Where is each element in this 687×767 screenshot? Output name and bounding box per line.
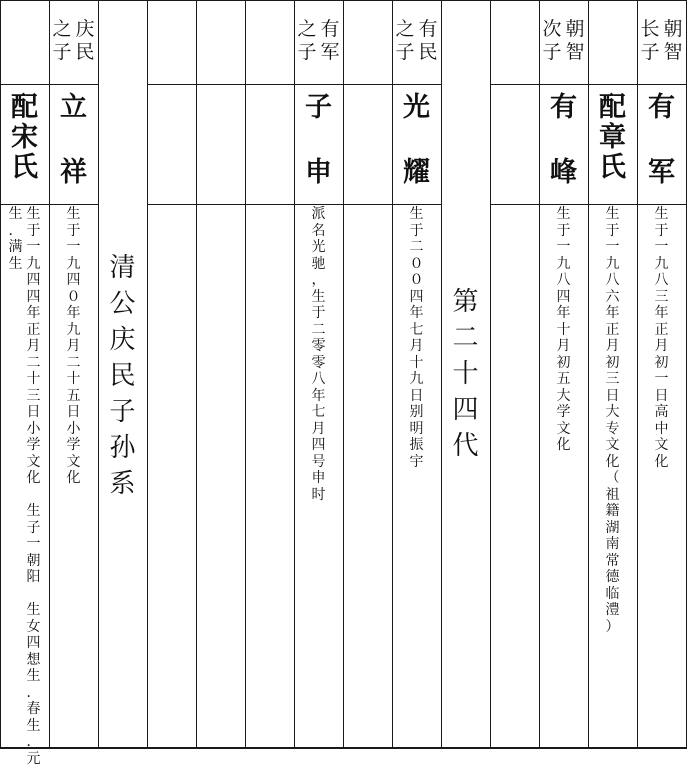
bio-char: 文 xyxy=(26,454,42,471)
text-char: 文 xyxy=(66,454,82,471)
text-char: 八 xyxy=(605,272,621,289)
text-char: 九 xyxy=(66,256,82,273)
text-char: 子 xyxy=(542,41,561,64)
person-name xyxy=(637,84,686,186)
bio-char xyxy=(26,487,42,504)
name-cell xyxy=(392,84,441,204)
text-char: 澧 xyxy=(605,602,621,619)
text-char: （ xyxy=(605,470,621,487)
text-char: 军 xyxy=(647,159,677,186)
text-char: 申 xyxy=(311,470,327,487)
bio-char: 二 xyxy=(26,355,42,372)
text-char: 军 xyxy=(321,41,340,64)
text-char: 年 xyxy=(409,305,425,322)
bio-char: 四 xyxy=(26,289,42,306)
text-char: 文 xyxy=(654,437,670,454)
text-char: 小 xyxy=(66,421,82,438)
person-column-zishen xyxy=(294,0,343,749)
text-char: 于 xyxy=(409,223,425,240)
bio-char xyxy=(26,586,42,603)
text-char: 四 xyxy=(556,289,572,306)
text-char: 七 xyxy=(311,404,327,421)
text-char: 之 xyxy=(297,18,316,41)
text-char: 之 xyxy=(52,18,71,41)
person-column-youfeng xyxy=(539,0,588,749)
name-cell xyxy=(0,84,49,204)
bio-char: 生 xyxy=(26,503,42,520)
text-char: ） xyxy=(605,619,621,636)
text-char: 子 xyxy=(395,41,414,64)
text-char: 六 xyxy=(605,289,621,306)
bio-char: 元 xyxy=(26,751,42,767)
text-char: 初 xyxy=(605,355,621,372)
text-char: 八 xyxy=(654,272,670,289)
text-char: 派 xyxy=(311,206,327,223)
spouse-bio-column xyxy=(26,204,42,767)
text-char: 正 xyxy=(605,322,621,339)
text-char: 祖 xyxy=(605,487,621,504)
text-char: 月 xyxy=(66,338,82,355)
text-char: 二 xyxy=(311,322,327,339)
text-char: 三 xyxy=(605,371,621,388)
bio-char: 想 xyxy=(26,652,42,669)
bio-cell xyxy=(0,204,49,749)
bio-char: ． xyxy=(8,223,24,240)
name-cell xyxy=(588,84,637,204)
bio-char: 阳 xyxy=(26,569,42,586)
text-char: 生 xyxy=(311,289,327,306)
text-char: 学 xyxy=(556,404,572,421)
bio-char: 年 xyxy=(26,305,42,322)
text-char: 十 xyxy=(66,371,82,388)
col-divider-147 xyxy=(147,0,148,749)
person-bio xyxy=(49,204,98,487)
person-name xyxy=(392,84,441,186)
text-char: ０ xyxy=(409,272,425,289)
bio-char: 女 xyxy=(26,619,42,636)
text-char: 民 xyxy=(76,41,95,64)
bio-char: 生 xyxy=(26,206,42,223)
text-char: 一 xyxy=(605,239,621,256)
text-char: 子 xyxy=(52,41,71,64)
text-char: 公 xyxy=(108,286,138,322)
text-char: 大 xyxy=(605,404,621,421)
person-name xyxy=(539,84,588,186)
text-char: 八 xyxy=(311,371,327,388)
bio-char: 月 xyxy=(26,338,42,355)
col-divider-490 xyxy=(490,0,491,749)
text-char: 九 xyxy=(66,322,82,339)
bio-char: 于 xyxy=(26,223,42,240)
bio-char: ． xyxy=(26,685,42,702)
text-char: 籍 xyxy=(605,503,621,520)
text-char: 氏 xyxy=(598,154,628,181)
text-char: 配 xyxy=(10,94,40,121)
text-char: 二 xyxy=(451,320,481,356)
text-char: 智 xyxy=(566,41,585,64)
text-char: 子 xyxy=(297,41,316,64)
text-char: 四 xyxy=(311,437,327,454)
text-char: 年 xyxy=(605,305,621,322)
bio-char: 一 xyxy=(26,239,42,256)
bio-char: 正 xyxy=(26,322,42,339)
person-column-youjun xyxy=(637,0,686,749)
person-column-guangyao xyxy=(392,0,441,749)
text-char: 于 xyxy=(556,223,572,240)
text-char: 日 xyxy=(654,388,670,405)
text-char: 专 xyxy=(605,421,621,438)
text-char: 于 xyxy=(66,223,82,240)
text-char: 一 xyxy=(66,239,82,256)
bio-cell xyxy=(49,204,98,749)
bio-cell xyxy=(637,204,686,749)
person-name xyxy=(49,84,98,186)
bio-char: 生 xyxy=(26,718,42,735)
text-char: 生 xyxy=(409,206,425,223)
text-char: 大 xyxy=(556,388,572,405)
text-char: 九 xyxy=(556,256,572,273)
text-char: 第 xyxy=(451,284,481,320)
text-char: 振 xyxy=(409,437,425,454)
text-char: 子 xyxy=(640,41,659,64)
bio-char: 朝 xyxy=(26,553,42,570)
relation-cell-empty xyxy=(588,0,637,84)
bio-cell xyxy=(392,204,441,749)
text-char: 一 xyxy=(556,239,572,256)
text-char: 化 xyxy=(654,454,670,471)
text-char: 智 xyxy=(664,41,683,64)
bio-cell xyxy=(539,204,588,749)
person-column-peisong xyxy=(0,0,49,749)
text-char: 系 xyxy=(108,466,138,502)
relation-cell-empty xyxy=(0,0,49,84)
text-char: 次 xyxy=(542,18,561,41)
text-char: 朝 xyxy=(664,18,683,41)
text-char: 章 xyxy=(598,124,628,151)
text-char: 朝 xyxy=(566,18,585,41)
text-char: 三 xyxy=(654,289,670,306)
bio-char: 满 xyxy=(8,239,24,256)
text-char: 四 xyxy=(409,289,425,306)
text-char: 化 xyxy=(605,454,621,471)
text-char: 文 xyxy=(605,437,621,454)
text-char: 生 xyxy=(605,206,621,223)
text-char: 年 xyxy=(556,305,572,322)
person-bio xyxy=(539,204,588,454)
person-bio xyxy=(637,204,686,470)
bio-char: 生 xyxy=(8,256,24,273)
text-char: 日 xyxy=(605,388,621,405)
text-char: 庆 xyxy=(76,18,95,41)
lineage-label xyxy=(98,250,147,502)
text-char: 代 xyxy=(451,428,481,464)
text-char: 申 xyxy=(304,159,334,186)
person-bio xyxy=(392,204,441,470)
bio-char: 化 xyxy=(26,470,42,487)
name-cell xyxy=(637,84,686,204)
text-char: 之 xyxy=(395,18,414,41)
text-char: ， xyxy=(311,272,327,289)
text-char: 子 xyxy=(304,94,334,121)
text-char: 月 xyxy=(654,338,670,355)
text-char: 五 xyxy=(556,371,572,388)
text-char: 氏 xyxy=(10,154,40,181)
lineage-column xyxy=(98,0,147,749)
text-char: 生 xyxy=(556,206,572,223)
text-char: 于 xyxy=(311,305,327,322)
generation-label xyxy=(441,284,490,464)
name-cell xyxy=(539,84,588,204)
text-char: 宇 xyxy=(409,454,425,471)
text-char: 月 xyxy=(409,338,425,355)
bio-cell xyxy=(588,204,637,749)
text-char: 有 xyxy=(549,94,579,121)
text-char: 临 xyxy=(605,586,621,603)
spouse-name xyxy=(588,84,637,181)
col-divider-343 xyxy=(343,0,344,749)
text-char: 七 xyxy=(409,322,425,339)
text-char: 有 xyxy=(321,18,340,41)
text-char: 初 xyxy=(556,355,572,372)
bio-char: 三 xyxy=(26,388,42,405)
text-char: 一 xyxy=(654,371,670,388)
text-char: 光 xyxy=(311,239,327,256)
text-char: 日 xyxy=(66,404,82,421)
text-char: 民 xyxy=(419,41,438,64)
text-char: 明 xyxy=(409,421,425,438)
text-char: 光 xyxy=(402,94,432,121)
spouse-bio xyxy=(588,204,637,635)
text-char: 孙 xyxy=(108,430,138,466)
bio-char: 日 xyxy=(26,404,42,421)
text-char: 南 xyxy=(605,536,621,553)
spouse-bio-wrap xyxy=(0,204,49,767)
text-char: 名 xyxy=(311,223,327,240)
text-char: 零 xyxy=(311,355,327,372)
text-char: 耀 xyxy=(402,159,432,186)
bio-char: 学 xyxy=(26,437,42,454)
text-char: 驰 xyxy=(311,256,327,273)
bio-char: 一 xyxy=(26,536,42,553)
person-column-peizhang xyxy=(588,0,637,749)
person-name xyxy=(294,84,343,186)
text-char: 别 xyxy=(409,404,425,421)
text-char: 宋 xyxy=(10,124,40,151)
spouse-name xyxy=(0,84,49,181)
text-char: 号 xyxy=(311,454,327,471)
text-char: 于 xyxy=(605,223,621,240)
text-char: 五 xyxy=(66,388,82,405)
text-char: 化 xyxy=(66,470,82,487)
bio-char: ． xyxy=(26,734,42,751)
text-char: 十 xyxy=(451,356,481,392)
text-char: 清 xyxy=(108,250,138,286)
text-char: 月 xyxy=(605,338,621,355)
text-char: 零 xyxy=(311,338,327,355)
text-char: 化 xyxy=(556,437,572,454)
bio-cell xyxy=(294,204,343,749)
text-char: 庆 xyxy=(108,322,138,358)
text-char: 峰 xyxy=(549,159,579,186)
text-char: 立 xyxy=(59,94,89,121)
name-cell xyxy=(49,84,98,204)
text-char: 月 xyxy=(556,338,572,355)
text-char: 高 xyxy=(654,404,670,421)
text-char: 德 xyxy=(605,569,621,586)
text-char: 十 xyxy=(409,355,425,372)
text-char: 有 xyxy=(647,94,677,121)
text-char: 年 xyxy=(311,388,327,405)
bio-char: 春 xyxy=(26,701,42,718)
col-divider-196 xyxy=(196,0,197,749)
text-char: 长 xyxy=(640,18,659,41)
text-char: ０ xyxy=(66,289,82,306)
text-char: 四 xyxy=(66,272,82,289)
bio-char: 四 xyxy=(26,272,42,289)
text-char: 子 xyxy=(108,394,138,430)
text-char: 生 xyxy=(66,206,82,223)
text-char: 九 xyxy=(605,256,621,273)
bio-char: 十 xyxy=(26,371,42,388)
text-char: 正 xyxy=(654,322,670,339)
text-char: 湖 xyxy=(605,520,621,537)
text-char: 有 xyxy=(419,18,438,41)
text-char: 年 xyxy=(654,305,670,322)
text-char: 初 xyxy=(654,355,670,372)
text-char: 一 xyxy=(654,239,670,256)
text-char: 民 xyxy=(108,358,138,394)
text-char: 生 xyxy=(654,206,670,223)
col-divider-245 xyxy=(245,0,246,749)
text-char: 八 xyxy=(556,272,572,289)
name-cell xyxy=(294,84,343,204)
text-char: 时 xyxy=(311,487,327,504)
text-char: 十 xyxy=(556,322,572,339)
text-char: 四 xyxy=(451,392,481,428)
bio-char: 生 xyxy=(8,206,24,223)
bio-char: 生 xyxy=(26,668,42,685)
text-char: 于 xyxy=(654,223,670,240)
text-char: 日 xyxy=(409,388,425,405)
text-char: 年 xyxy=(66,305,82,322)
text-char: 配 xyxy=(598,94,628,121)
text-char: 九 xyxy=(654,256,670,273)
text-char: 文 xyxy=(556,421,572,438)
person-column-lixiang xyxy=(49,0,98,749)
text-char: 二 xyxy=(66,355,82,372)
generation-column xyxy=(441,0,490,749)
bio-char: 四 xyxy=(26,635,42,652)
bio-char: 九 xyxy=(26,256,42,273)
text-char: 中 xyxy=(654,421,670,438)
text-char: 学 xyxy=(66,437,82,454)
bio-char: 生 xyxy=(26,602,42,619)
bio-char: 小 xyxy=(26,421,42,438)
text-char: 九 xyxy=(409,371,425,388)
text-char: 月 xyxy=(311,421,327,438)
spouse-bio-column xyxy=(8,204,24,767)
text-char: ０ xyxy=(409,256,425,273)
text-char: 二 xyxy=(409,239,425,256)
person-bio xyxy=(294,204,343,503)
bio-char: 子 xyxy=(26,520,42,537)
text-char: 祥 xyxy=(59,159,89,186)
text-char: 常 xyxy=(605,553,621,570)
